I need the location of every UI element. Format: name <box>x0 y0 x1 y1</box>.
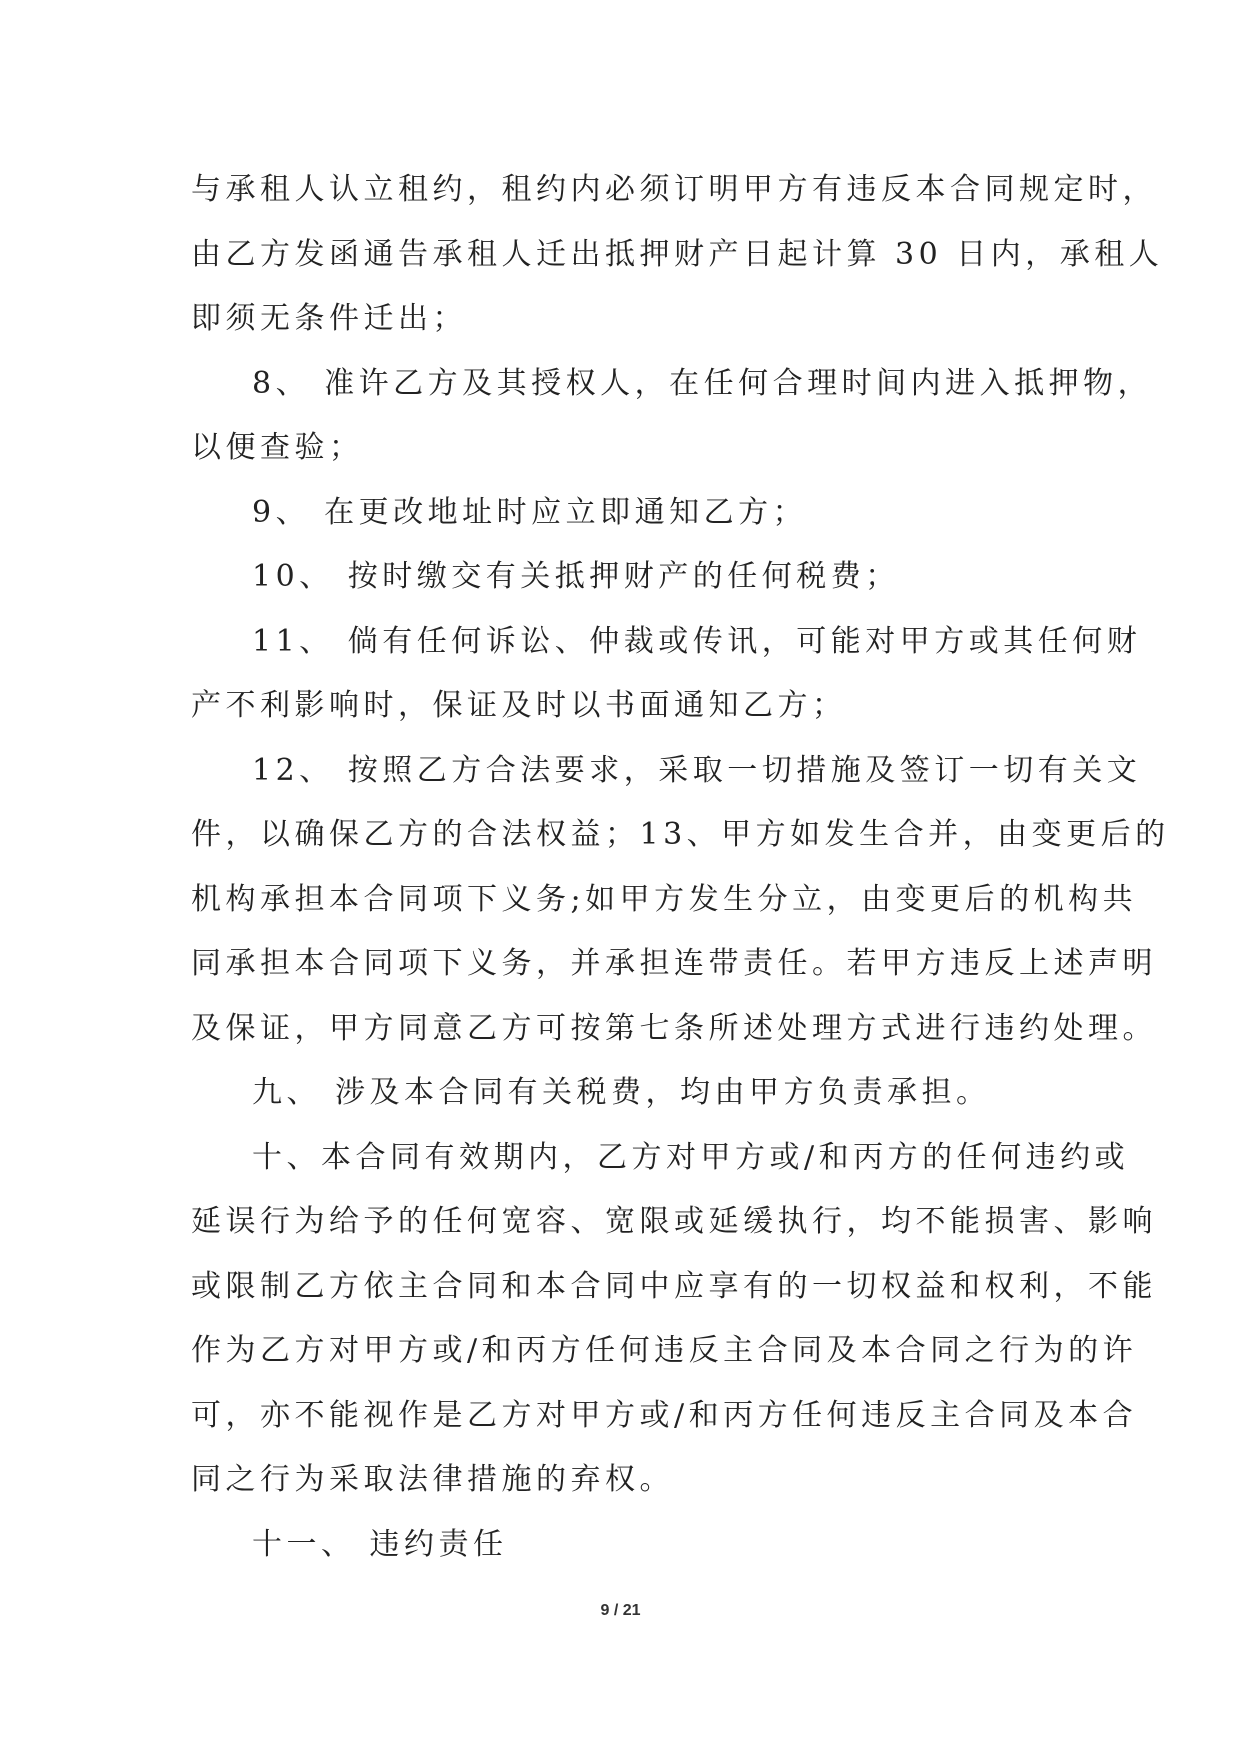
text-line: 作为乙方对甲方或/和丙方任何违反主合同及本合同之行为的许 <box>191 1333 1138 1368</box>
text-line: 即须无条件迁出； <box>191 301 467 336</box>
text-line: 与承租人认立租约，租约内必须订明甲方有违反本合同规定时， <box>191 172 1157 207</box>
section-11-heading: 十一、 违约责任 <box>252 1526 508 1562</box>
text-line: 或限制乙方依主合同和本合同中应享有的一切权益和权利，不能 <box>191 1268 1157 1304</box>
clause-11-line: 11、 倘有任何诉讼、仲裁或传讯，可能对甲方或其任何财 <box>252 623 1142 659</box>
text-line: 及保证，甲方同意乙方可按第七条所述处理方式进行违约处理。 <box>191 1010 1157 1046</box>
clause-9-line: 9、 在更改地址时应立即通知乙方； <box>252 494 808 530</box>
clause-10-line: 10、 按时缴交有关抵押财产的任何税费； <box>252 559 900 594</box>
text-line: 产不利影响时，保证及时以书面通知乙方； <box>191 688 847 723</box>
text-line: 可，亦不能视作是乙方对甲方或/和丙方任何违反主合同及本合 <box>191 1397 1138 1433</box>
text-line: 件，以确保乙方的合法权益；13、甲方如发生合并，由变更后的 <box>191 817 1170 852</box>
text-line: 延误行为给予的任何宽容、宽限或延缓执行，均不能损害、影响 <box>191 1204 1157 1239</box>
text-line: 由乙方发函通告承租人迁出抵押财产日起计算 30 日内，承租人 <box>191 236 1164 272</box>
text-line: 同之行为采取法律措施的弃权。 <box>191 1462 674 1497</box>
document-body <box>191 158 1170 1577</box>
text-line: 以便查验； <box>191 430 364 465</box>
section-9-heading: 九、 涉及本合同有关税费，均由甲方负责承担。 <box>252 1075 991 1110</box>
page-number: 9 / 21 <box>600 1602 641 1619</box>
clause-12-line: 12、 按照乙方合法要求，采取一切措施及签订一切有关文 <box>252 752 1142 788</box>
section-10-line: 十、本合同有效期内，乙方对甲方或/和丙方的任何违约或 <box>252 1139 1130 1175</box>
text-line: 同承担本合同项下义务，并承担连带责任。若甲方违反上述声明 <box>191 946 1157 981</box>
text-line: 机构承担本合同项下义务;如甲方发生分立，由变更后的机构共 <box>191 881 1138 917</box>
clause-8-line: 8、 准许乙方及其授权人，在任何合理时间内进入抵押物， <box>252 365 1153 401</box>
